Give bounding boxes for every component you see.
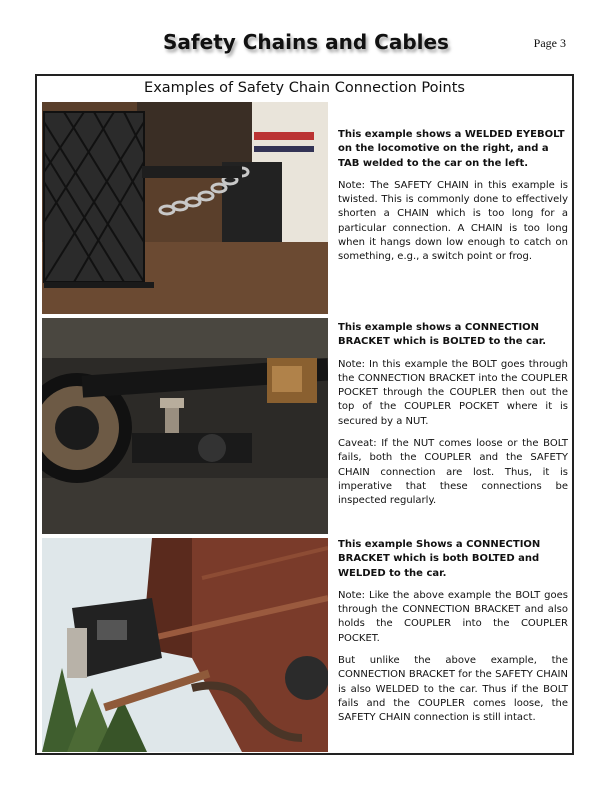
example-3-note-2: But unlike the above example, the CONNECTION BRACKET for the SAFETY CHAIN is also WELDED to the car. Thus if the BOLT fails and the COUPLER comes loose, the SAFETY CHAIN connection is still intact.: [338, 655, 568, 724]
photo-bolted-bracket-image: [42, 318, 328, 534]
example-3-text: [338, 538, 568, 734]
photo-bolted-welded-bracket: [42, 538, 328, 752]
example-1-note: Note: The SAFETY CHAIN in this example is twisted. This is commonly done to effectively shorten a CHAIN which is too long for a particular connection. A CHAIN is too long when it hangs down low enough to catch on something, e.g., a switch point or frog.: [338, 179, 568, 263]
photo-welded-eyebolt: [42, 102, 328, 314]
example-2-text: [338, 321, 568, 517]
photo-welded-eyebolt-image: [42, 102, 328, 314]
example-1-lead: This example shows a WELDED EYEBOLT on the locomotive on the right, and a TAB welded to the car on the left.: [338, 129, 565, 169]
example-2-note: Note: In this example the BOLT goes through the CONNECTION BRACKET into the COUPLER POCKET through the COUPLER then out the top of the COUPLER POCKET where it is secured by a NUT.: [338, 358, 568, 427]
page-number: Page 3: [533, 36, 566, 50]
page-title: Safety Chains and Cables: [163, 30, 449, 54]
content-frame: [35, 74, 574, 755]
example-2-lead: This example shows a CONNECTION BRACKET which is BOLTED to the car.: [338, 322, 547, 348]
example-3-note: Note: Like the above example the BOLT goes through the CONNECTION BRACKET and also holds the COUPLER into the COUPLER POCKET.: [338, 589, 568, 644]
photo-bolted-welded-bracket-image: [42, 538, 328, 752]
section-heading: Examples of Safety Chain Connection Points: [144, 80, 465, 96]
example-3-lead: This example Shows a CONNECTION BRACKET which is both BOLTED and WELDED to the car.: [338, 539, 541, 579]
example-2-caveat: Caveat: If the NUT comes loose or the BOLT fails, both the COUPLER and the SAFETY CHAIN connection are lost. Thus, it is imperative that these connections be inspected regularly.: [338, 438, 568, 507]
example-1-text: [338, 128, 568, 273]
photo-bolted-bracket: [42, 318, 328, 534]
